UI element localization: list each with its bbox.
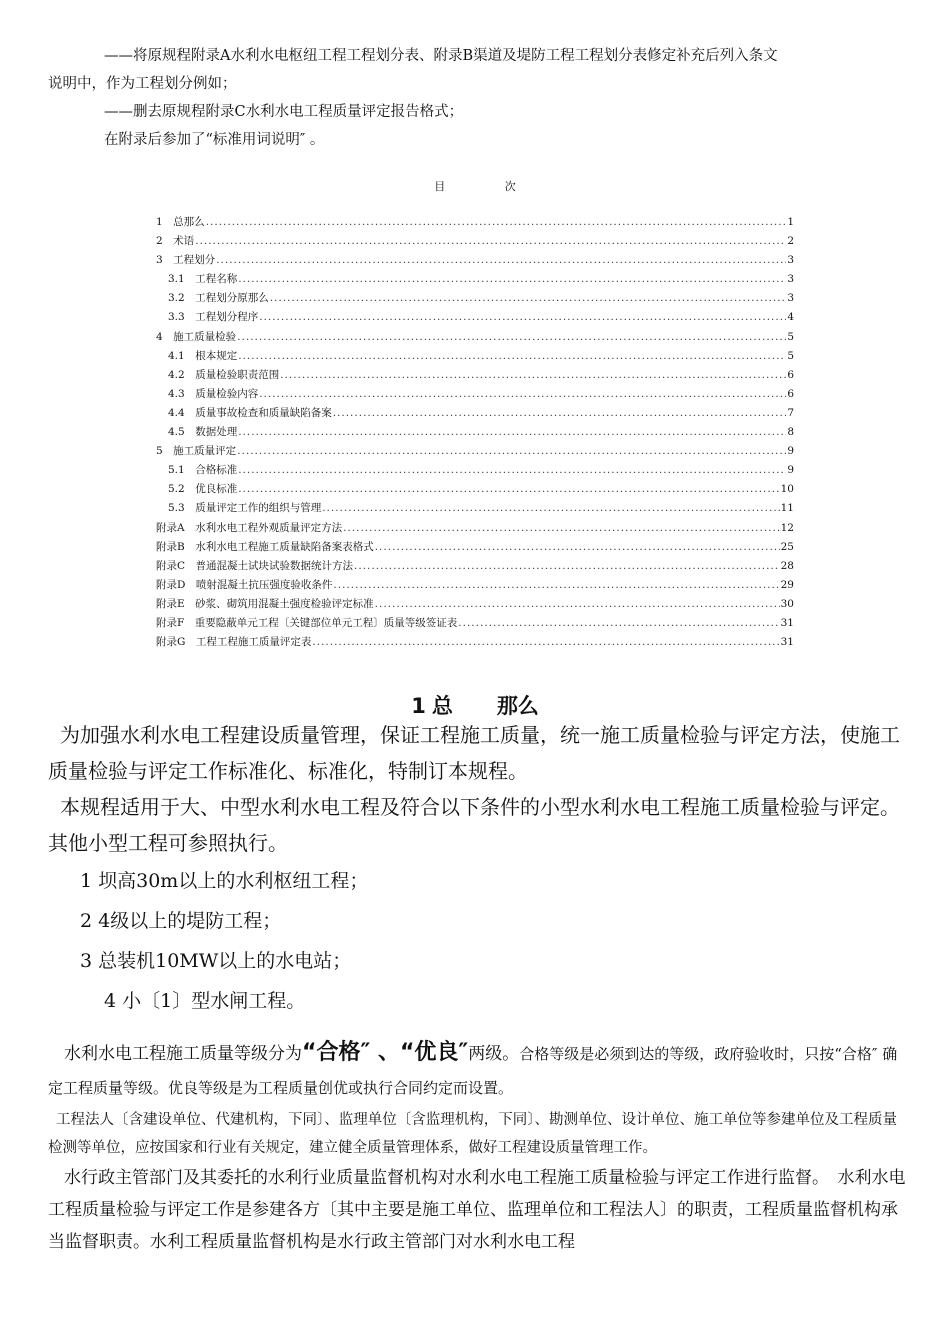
toc-entry (156, 539, 794, 558)
toc-entry-label: 附录E 砂浆、砌筑用混凝土强度检验评定标准 (156, 597, 374, 610)
chapter-title-b: 那么 (496, 694, 539, 718)
toc-leader-dots (458, 617, 779, 629)
toc-leader-dots (237, 445, 786, 457)
paragraph-3 (48, 1036, 910, 1105)
chapter-body (48, 717, 910, 1021)
paragraph-5-text: 水行政主管部门及其委托的水利行业质量监督机构对水利水电工程施工质量检验与评定工作进行监督。 水利水电工程质量检验与评定工作是参建各方〔其中主要是施工单位、监理单位和工程法人〕的职责，工程质量监督机构承当监督职责。水利工程质量监督机构是水行政主管部门对水利水电工程 (48, 1168, 906, 1252)
toc-entry-label: 附录C 普通混凝土试块试验数据统计方法 (156, 559, 354, 572)
toc-entry-page: 4 (787, 311, 794, 324)
toc-entry-page: 11 (780, 502, 794, 515)
intro-line-1: ——将原规程附录A水利水电枢纽工程工程划分表、附录B渠道及堤防工程工程划分表修定补充后列入条文 (104, 48, 778, 64)
toc-entry-page: 28 (780, 559, 794, 572)
toc-leader-dots (322, 502, 779, 514)
toc-entry-label: 5.1 合格标准 (168, 464, 238, 477)
toc-entry-page: 31 (780, 616, 794, 629)
toc-entry-page: 6 (787, 387, 794, 400)
toc-leader-dots (259, 311, 786, 323)
toc-entry-label: 3.3 工程划分程序 (168, 311, 259, 324)
toc-entry-page: 9 (787, 464, 794, 477)
toc-entry (156, 634, 794, 653)
toc-leader-dots (195, 235, 786, 247)
toc-leader-dots (312, 636, 779, 648)
paragraph-3-lead: 水利水电工程施工质量等级分为 (64, 1044, 302, 1064)
toc-leader-dots (237, 331, 786, 343)
toc-entry (156, 424, 794, 443)
list-item: 2 4级以上的堤防工程； (80, 910, 282, 932)
toc-entry-label: 附录A 水利水电工程外观质量评定方法 (156, 521, 343, 534)
toc-entry-page: 5 (787, 330, 794, 343)
toc-entry-page: 10 (780, 483, 794, 496)
toc-entry (156, 481, 794, 500)
toc-leader-dots (238, 483, 779, 495)
toc-leader-dots (238, 464, 786, 476)
toc-leader-dots (238, 273, 786, 285)
toc-entry-label: 5 施工质量评定 (156, 445, 237, 458)
toc-leader-dots (238, 350, 786, 362)
toc-entry-page: 31 (780, 636, 794, 649)
paragraph-4 (48, 1106, 910, 1162)
toc-entry (156, 329, 794, 348)
toc-entry-label: 附录B 水利水电工程施工质量缺陷备案表格式 (156, 540, 374, 553)
intro-line-3: 在附录后参加了“标准用词说明″ 。 (104, 132, 325, 148)
toc-leader-dots (375, 541, 780, 553)
toc-entry (156, 233, 794, 252)
toc-entry-label: 3 工程划分 (156, 254, 216, 267)
toc-entry-page: 3 (787, 292, 794, 305)
toc-title: 目 次 (434, 180, 544, 193)
toc-leader-dots (259, 388, 786, 400)
list-item: 3 总装机10MW以上的水电站； (80, 950, 352, 972)
list-item: 1 坝高30m以上的水利枢纽工程； (80, 870, 369, 892)
toc-entry-label: 4.4 质量事故检查和质量缺陷备案 (168, 406, 332, 419)
toc-entry (156, 558, 794, 577)
toc-entry-label: 4.2 质量检验职责范围 (168, 368, 280, 381)
toc-entry-label: 4 施工质量检验 (156, 330, 237, 343)
paragraph-5 (48, 1162, 910, 1258)
chapter-heading (0, 690, 950, 720)
toc-entry-page: 12 (780, 521, 794, 534)
toc-entry-label: 附录F 重要隐蔽单元工程〔关键部位单元工程〕质量等级签证表 (156, 616, 458, 629)
toc-entry-page: 8 (787, 426, 794, 439)
toc-entry (156, 386, 794, 405)
toc-leader-dots (354, 560, 780, 572)
chapter-title-a: 总 (431, 694, 453, 718)
toc-entry-page: 2 (787, 235, 794, 248)
chapter-number: 1 (411, 694, 426, 718)
paragraph-3-rest: 合格等级是必须到达的等级，政府验收时，只按“合格″ 确定工程质量等级。优良等级是为工程质量创优或执行合同约定而设置。 (48, 1045, 898, 1097)
toc-leader-dots (343, 522, 780, 534)
toc-entry-label: 附录D 喷射混凝土抗压强度验收条件 (156, 578, 333, 591)
toc-entry-page: 7 (787, 406, 794, 419)
toc-entry-page: 5 (787, 349, 794, 362)
toc-leader-dots (333, 579, 779, 591)
toc-entry-page: 3 (787, 254, 794, 267)
toc-leader-dots (216, 254, 786, 266)
table-of-contents (156, 214, 794, 653)
toc-entry (156, 577, 794, 596)
toc-entry-label: 2 术语 (156, 235, 195, 248)
toc-entry (156, 252, 794, 271)
toc-entry (156, 367, 794, 386)
toc-entry (156, 462, 794, 481)
toc-entry (156, 500, 794, 519)
toc-entry-page: 9 (787, 445, 794, 458)
intro-line-2: ——删去原规程附录C水利水电工程质量评定报告格式； (104, 104, 464, 120)
toc-entry (156, 520, 794, 539)
intro-section (48, 42, 908, 154)
paragraph-3-mid: 两级。 (468, 1044, 520, 1064)
toc-entry (156, 271, 794, 290)
list-item: 4 小〔1〕型水闸工程。 (104, 990, 306, 1012)
toc-entry (156, 214, 794, 233)
toc-entry-label: 4.1 根本规定 (168, 349, 238, 362)
toc-entry-label: 5.2 优良标准 (168, 483, 238, 496)
paragraph-2: 本规程适用于大、中型水利水电工程及符合以下条件的小型水利水电工程施工质量检验与评定。其他小型工程可参照执行。 (48, 795, 900, 855)
toc-entry-label: 3.1 工程名称 (168, 273, 238, 286)
toc-entry (156, 615, 794, 634)
toc-entry (156, 443, 794, 462)
paragraph-4-text: 工程法人〔含建设单位、代建机构，下同〕、监理单位〔含监理机构，下同〕、勘测单位、设计单位、施工单位等参建单位及工程质量检测等单位，应按国家和行业有关规定，建立健全质量管理体系，做好工程建设质量管理工作。 (48, 1112, 897, 1156)
toc-entry-label: 1 总那么 (156, 216, 205, 228)
toc-leader-dots (270, 292, 787, 304)
intro-line-1b: 说明中，作为工程划分例如； (48, 76, 237, 92)
toc-entry (156, 405, 794, 424)
toc-entry-label: 3.2 工程划分原那么 (168, 292, 269, 305)
toc-entry-label: 附录G 工程工程施工质量评定表 (156, 636, 312, 649)
toc-leader-dots (238, 426, 786, 438)
toc-entry (156, 290, 794, 309)
paragraph-1: 为加强水利水电工程建设质量管理，保证工程施工质量，统一施工质量检验与评定方法，使施工质量检验与评定工作标准化、标准化，特制订本规程。 (48, 723, 900, 783)
toc-entry-label: 4.3 质量检验内容 (168, 387, 259, 400)
toc-entry-page: 1 (787, 216, 794, 228)
toc-leader-dots (280, 369, 786, 381)
toc-leader-dots (375, 598, 780, 610)
toc-entry (156, 596, 794, 615)
toc-entry (156, 348, 794, 367)
toc-entry-page: 6 (787, 368, 794, 381)
toc-entry (156, 309, 794, 328)
toc-entry-page: 30 (780, 597, 794, 610)
toc-entry-label: 4.5 数据处理 (168, 426, 238, 439)
quality-grades: “合格″ 、“优良″ (302, 1040, 469, 1065)
toc-leader-dots (333, 407, 787, 419)
toc-entry-page: 29 (780, 578, 794, 591)
toc-leader-dots (206, 216, 787, 228)
toc-entry-page: 3 (787, 273, 794, 286)
toc-entry-label: 5.3 质量评定工作的组织与管理 (168, 502, 322, 515)
toc-entry-page: 25 (780, 540, 794, 553)
